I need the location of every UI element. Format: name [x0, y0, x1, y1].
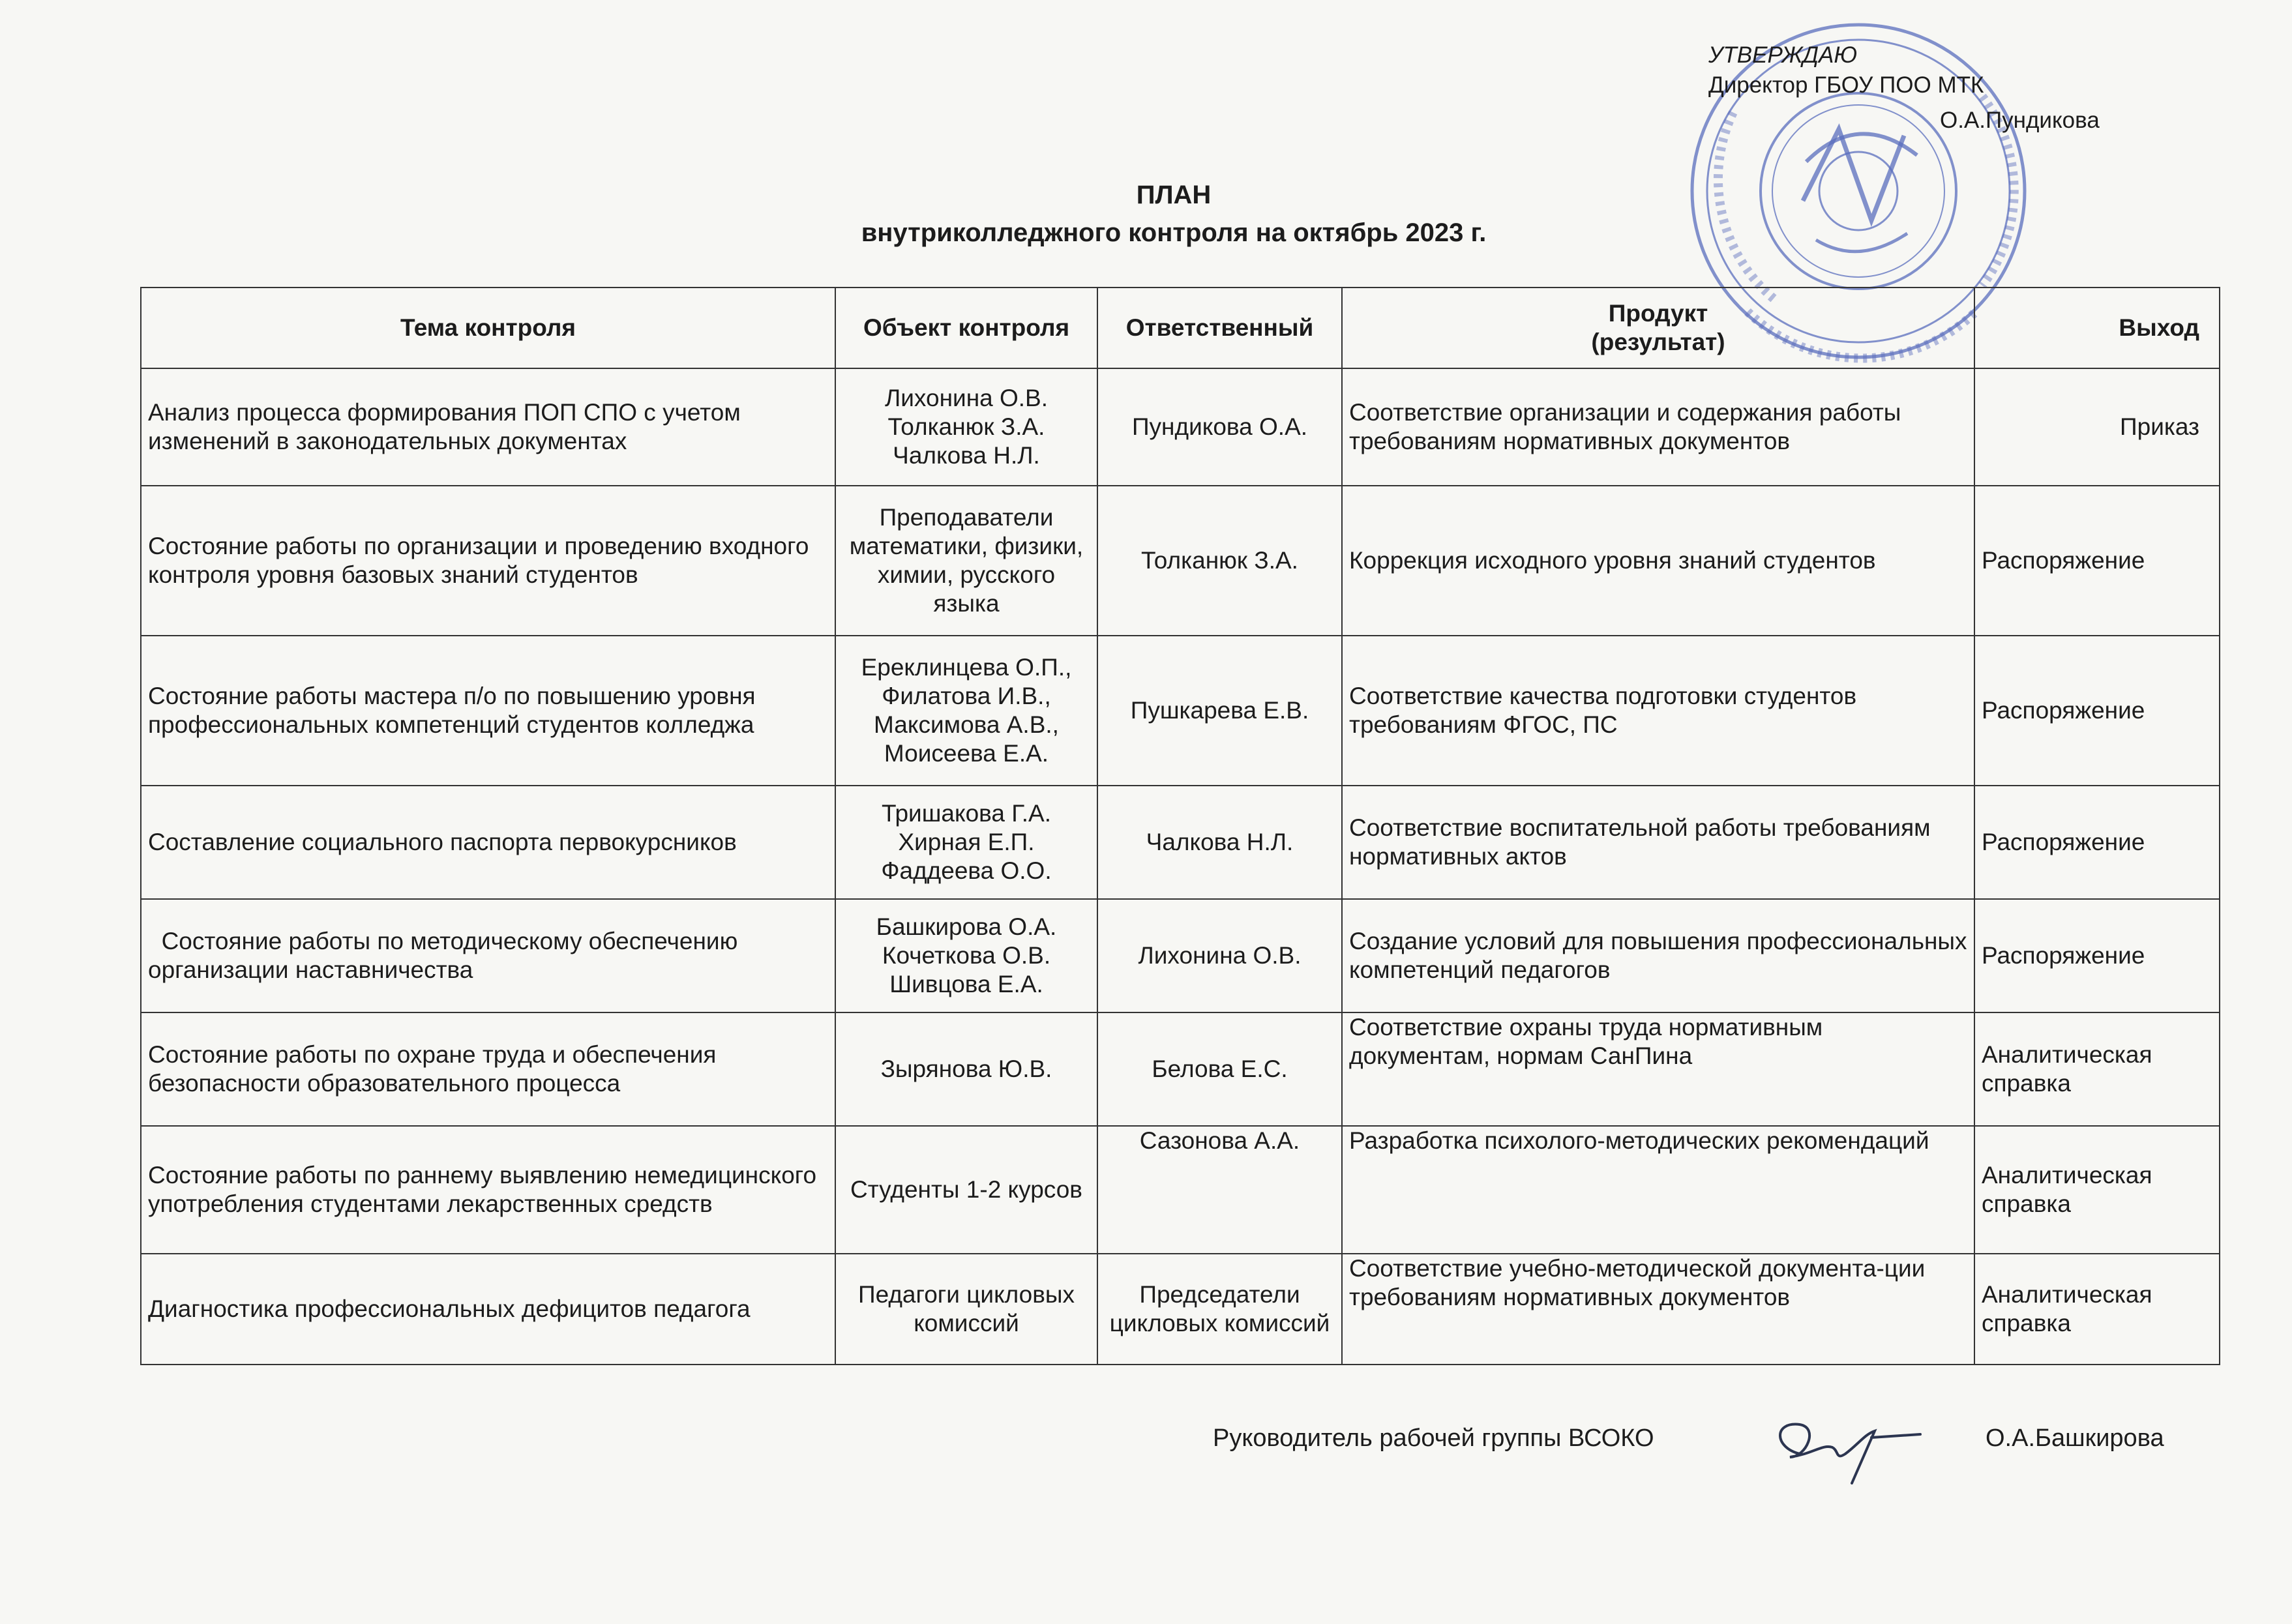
- cell-topic: Состояние работы мастера п/о по повышению уровня профессиональных компетенций студентов колледжа: [141, 636, 835, 786]
- document-title: [659, 176, 1689, 252]
- table-row: [141, 899, 2220, 1012]
- cell-output: Аналитическая справка: [1974, 1012, 2220, 1126]
- cell-product: Коррекция исходного уровня знаний студентов: [1342, 486, 1974, 636]
- cell-output: Распоряжение: [1974, 786, 2220, 899]
- cell-object: Тришакова Г.А. Хирная Е.П. Фаддеева О.О.: [835, 786, 1097, 899]
- cell-responsible: Председатели цикловых комиссий: [1097, 1254, 1342, 1365]
- title-main: ПЛАН: [1136, 181, 1212, 209]
- cell-object: Зырянова Ю.В.: [835, 1012, 1097, 1126]
- cell-output: Распоряжение: [1974, 899, 2220, 1012]
- cell-object: Педагоги цикловых комиссий: [835, 1254, 1097, 1365]
- cell-product: Соответствие качества подготовки студентов требованиям ФГОС, ПС: [1342, 636, 1974, 786]
- cell-object: Башкирова О.А. Кочеткова О.В. Шивцова Е.А.: [835, 899, 1097, 1012]
- header-product: Продукт (результат): [1342, 288, 1974, 368]
- cell-product: Соответствие охраны труда нормативным документам, нормам СанПина: [1342, 1012, 1974, 1126]
- cell-responsible: Пушкарева Е.В.: [1097, 636, 1342, 786]
- cell-object: Студенты 1-2 курсов: [835, 1126, 1097, 1254]
- cell-responsible: Лихонина О.В.: [1097, 899, 1342, 1012]
- signature-label: Руководитель рабочей группы ВСОКО: [1213, 1425, 1654, 1452]
- cell-object: Лихонина О.В. Толканюк З.А. Чалкова Н.Л.: [835, 368, 1097, 486]
- cell-responsible: Белова Е.С.: [1097, 1012, 1342, 1126]
- cell-product: Соответствие учебно-методической документа-ции требованиям нормативных документов: [1342, 1254, 1974, 1365]
- cell-topic: Диагностика профессиональных дефицитов педагога: [141, 1254, 835, 1365]
- cell-object: Преподаватели математики, физики, химии, русского языка: [835, 486, 1097, 636]
- table-row: [141, 1012, 2220, 1126]
- cell-responsible: Пундикова О.А.: [1097, 368, 1342, 486]
- cell-responsible: Толканюк З.А.: [1097, 486, 1342, 636]
- cell-topic: Состояние работы по методическому обеспечению организации наставничества: [141, 899, 835, 1012]
- cell-output: Распоряжение: [1974, 636, 2220, 786]
- cell-topic: Состояние работы по раннему выявлению немедицинского употребления студентами лекарственных средств: [141, 1126, 835, 1254]
- signature-name: О.А.Башкирова: [1986, 1425, 2164, 1452]
- header-topic: Тема контроля: [141, 288, 835, 368]
- cell-topic: Состояние работы по организации и проведению входного контроля уровня базовых знаний студентов: [141, 486, 835, 636]
- cell-topic: Анализ процесса формирования ПОП СПО с учетом изменений в законодательных документах: [141, 368, 835, 486]
- table-row: [141, 1126, 2220, 1254]
- cell-output: Приказ: [1974, 368, 2220, 486]
- approval-position: Директор ГБОУ ПОО МТК: [1708, 72, 1984, 98]
- cell-product: Соответствие воспитательной работы требованиям нормативных актов: [1342, 786, 1974, 899]
- title-sub: внутриколледжного контроля на октябрь 2023 г.: [861, 218, 1487, 247]
- table-row: [141, 786, 2220, 899]
- table-row: [141, 1254, 2220, 1365]
- approval-block: [1708, 40, 2100, 136]
- table-row: [141, 486, 2220, 636]
- table-row: [141, 636, 2220, 786]
- cell-product: Разработка психолого-методических рекомендаций: [1342, 1126, 1974, 1254]
- header-responsible: Ответственный: [1097, 288, 1342, 368]
- cell-output: Распоряжение: [1974, 486, 2220, 636]
- cell-topic: Состояние работы по охране труда и обеспечения безопасности образовательного процесса: [141, 1012, 835, 1126]
- cell-output: Аналитическая справка: [1974, 1126, 2220, 1254]
- cell-output: Аналитическая справка: [1974, 1254, 2220, 1365]
- header-output: Выход: [1974, 288, 2220, 368]
- plan-table: [140, 287, 2220, 1365]
- handwritten-signature: [1761, 1408, 1930, 1486]
- cell-responsible: Чалкова Н.Л.: [1097, 786, 1342, 899]
- approval-name: О.А.Пундикова: [1940, 108, 2100, 133]
- approval-heading: УТВЕРЖДАЮ: [1708, 42, 1858, 68]
- cell-topic: Составление социального паспорта первокурсников: [141, 786, 835, 899]
- cell-responsible: Сазонова А.А.: [1097, 1126, 1342, 1254]
- cell-product: Соответствие организации и содержания работы требованиям нормативных документов: [1342, 368, 1974, 486]
- header-object: Объект контроля: [835, 288, 1097, 368]
- table-header-row: [141, 288, 2220, 368]
- table-row: [141, 368, 2220, 486]
- cell-product: Создание условий для повышения профессиональных компетенций педагогов: [1342, 899, 1974, 1012]
- cell-object: Ереклинцева О.П., Филатова И.В., Максимова А.В., Моисеева Е.А.: [835, 636, 1097, 786]
